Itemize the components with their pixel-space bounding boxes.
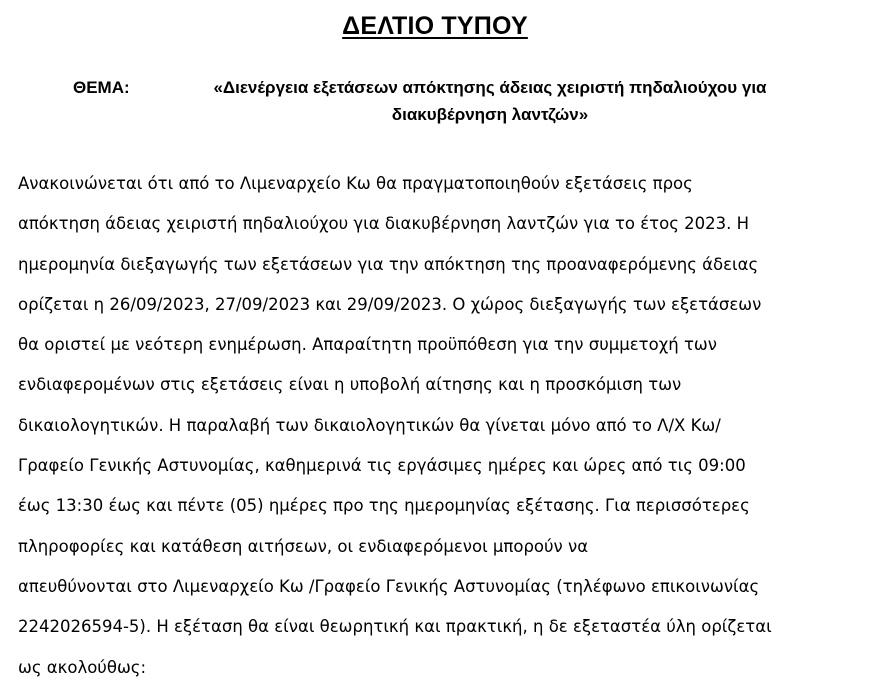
body-line: Ανακοινώνεται ότι από το Λιμεναρχείο Κω θα πραγματοποιηθούν εξετάσεις προς [18, 174, 693, 193]
body-line: ενδιαφερομένων στις εξετάσεις είναι η υποβολή αίτησης και η προσκόμιση των [18, 375, 682, 395]
subject-text [160, 74, 820, 128]
body-line: ορίζεται η 26/09/2023, 27/09/2023 και 29/09/2023. Ο χώρος διεξαγωγής των εξετάσεων [18, 294, 762, 314]
body-line: θα οριστεί με νεότερη ενημέρωση. Απαραίτητη προϋπόθεση για την συμμετοχή των [18, 335, 717, 355]
subject-line: «Διενέργεια εξετάσεων απόκτησης άδειας χειριστή πηδαλιούχου για [213, 78, 767, 97]
subject-line: διακυβέρνηση λαντζών» [391, 105, 589, 124]
body-line: έως 13:30 έως και πέντε (05) ημέρες προ της ημερομηνίας εξέτασης. Για περισσότερες [18, 496, 750, 516]
body-line: Γραφείο Γενικής Αστυνομίας, καθημερινά τις εργάσιμες ημέρες και ώρες από τις 09:00 [18, 456, 746, 476]
body-line: πληροφορίες και κατάθεση αιτήσεων, οι ενδιαφερόμενοι μπορούν να [18, 536, 589, 556]
body-line: ως ακολούθως: [18, 657, 147, 677]
body-line: απόκτηση άδειας χειριστή πηδαλιούχου για διακυβέρνηση λαντζών για το έτος 2023. Η [18, 214, 750, 234]
body-line: δικαιολογητικών. Η παραλαβή των δικαιολογητικών θα γίνεται μόνο από το Λ/Χ Κω/ [18, 415, 721, 435]
body-paragraph [18, 164, 862, 688]
body-line: 2242026594-5). Η εξέταση θα είναι θεωρητική και πρακτική, η δε εξεταστέα ύλη ορίζεται [18, 617, 772, 637]
body-line: απευθύνονται στο Λιμεναρχείο Κω /Γραφείο Γενικής Αστυνομίας (τηλέφωνο επικοινωνίας [18, 576, 760, 596]
body-line: ημερομηνία διεξαγωγής των εξετάσεων για την απόκτηση της προαναφερόμενης άδειας [18, 254, 759, 274]
document-title: ΔΕΛΤΙΟ ΤΥΠΟΥ [342, 12, 528, 40]
subject-label: ΘΕΜΑ: [73, 78, 130, 97]
